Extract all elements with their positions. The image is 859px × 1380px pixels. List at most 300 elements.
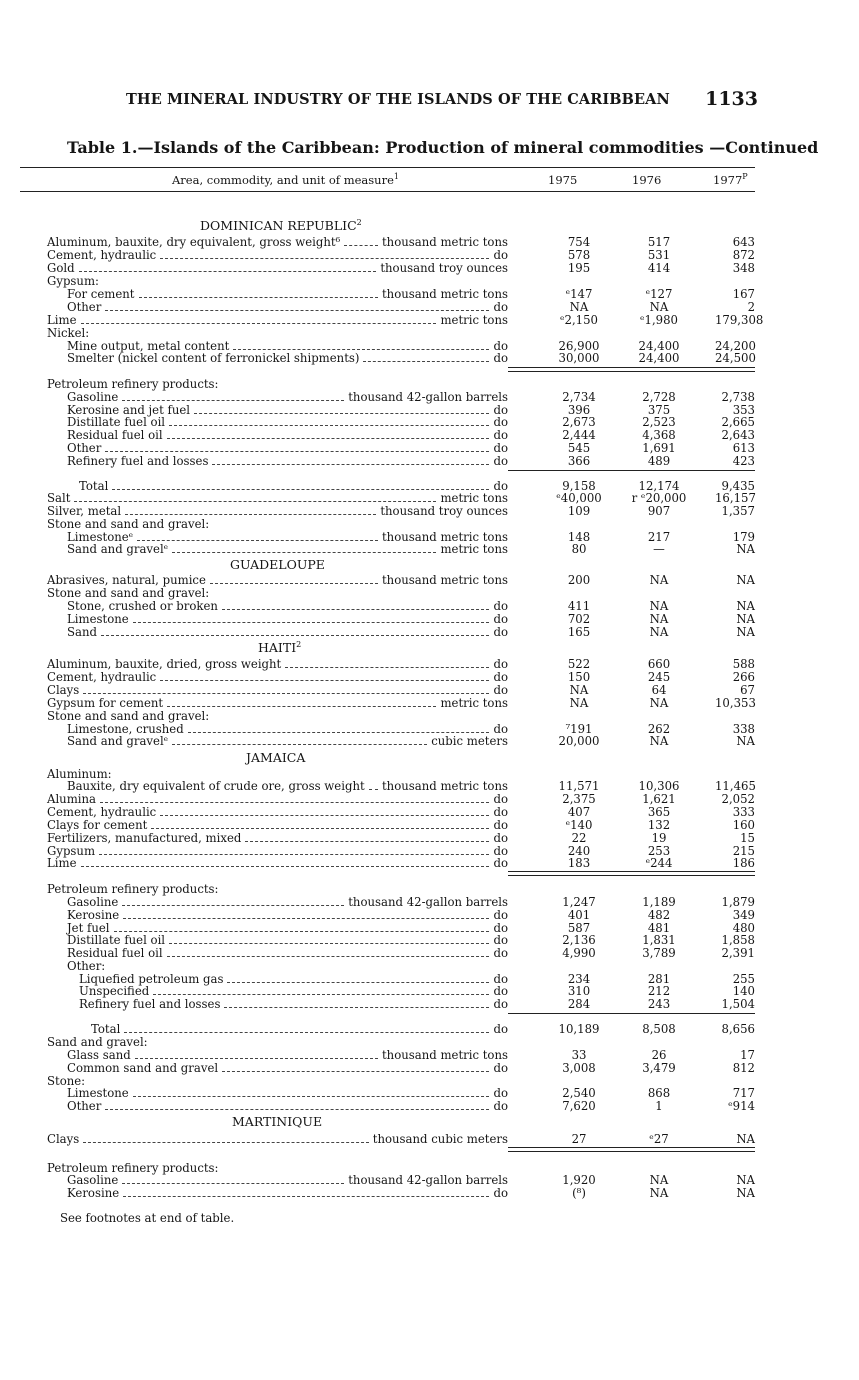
table-row	[0, 832, 859, 845]
value-1976: NA	[649, 734, 669, 748]
row-leader-dots	[74, 501, 436, 502]
row-leader-dots	[139, 297, 378, 298]
value-1975: ᵉ40,000	[556, 491, 602, 505]
row-label: Gasoline	[67, 390, 119, 404]
value-1976: 8,508	[642, 1022, 676, 1036]
row-unit: do	[493, 921, 508, 935]
value-1976: NA	[649, 599, 669, 613]
row-label: Cement, hydraulic	[47, 248, 157, 262]
value-1975: 411	[567, 599, 591, 613]
value-1977: 423	[732, 454, 755, 468]
row-label: Other:	[67, 959, 106, 973]
row-leader-dots	[112, 489, 489, 490]
value-1976: ᵉ1,980	[640, 313, 678, 327]
row-unit: metric tons	[440, 313, 508, 327]
value-1975: ᵉ2,150	[560, 313, 598, 327]
row-leader-dots	[167, 438, 489, 439]
column-header-commodity	[172, 173, 399, 187]
section-heading-jamaica: JAMAICA	[246, 750, 306, 765]
row-label: Stone and sand and gravel:	[47, 517, 210, 531]
value-1976: NA	[649, 300, 669, 314]
row-leader-dots	[160, 680, 489, 681]
value-1975: 183	[567, 856, 591, 870]
table-row	[0, 1062, 859, 1075]
group-double-rule	[508, 367, 755, 372]
table-row	[0, 429, 859, 442]
value-1976: NA	[649, 612, 669, 626]
row-leader-dots	[167, 956, 489, 957]
value-1975: 1,920	[562, 1173, 596, 1187]
row-leader-dots	[227, 982, 489, 983]
row-unit: thousand 42-gallon barrels	[348, 390, 508, 404]
row-label: Residual fuel oil	[67, 428, 163, 442]
value-1977: 872	[732, 248, 755, 262]
row-leader-dots	[167, 706, 436, 707]
value-1976: 64	[651, 683, 667, 697]
row-unit: thousand 42-gallon barrels	[348, 1173, 508, 1187]
value-1975: 30,000	[558, 351, 600, 365]
row-label: Refinery fuel and losses	[79, 997, 221, 1011]
group-double-rule	[508, 1147, 755, 1152]
value-1976: 2,728	[642, 390, 676, 404]
value-1975: 4,990	[562, 946, 596, 960]
table-row	[0, 626, 859, 639]
row-label: Clays for cement	[47, 818, 148, 832]
row-leader-dots	[100, 802, 489, 803]
row-label: Fertilizers, manufactured, mixed	[47, 831, 242, 845]
row-label: Aluminum, bauxite, dry equivalent, gross weight⁶	[47, 235, 341, 249]
section-heading-text: HAITI	[258, 640, 297, 655]
row-label: Total	[79, 479, 109, 493]
value-1976: 2,523	[642, 415, 676, 429]
value-1977: NA	[736, 573, 755, 587]
row-unit: do	[493, 831, 508, 845]
value-1975: 10,189	[558, 1022, 600, 1036]
row-label: Petroleum refinery products:	[47, 882, 219, 896]
row-unit: do	[493, 908, 508, 922]
value-1977: 588	[732, 657, 755, 671]
row-leader-dots	[99, 854, 489, 855]
column-header-1977-sup: P	[742, 172, 748, 182]
table-row	[0, 735, 859, 748]
value-1976: 1,621	[642, 792, 676, 806]
row-label: Other	[67, 300, 102, 314]
row-leader-dots	[169, 425, 489, 426]
table-row	[0, 1100, 859, 1113]
value-1977: NA	[736, 1132, 755, 1146]
row-leader-dots	[212, 464, 489, 465]
row-label: Gypsum	[47, 844, 96, 858]
value-1975: 587	[567, 921, 591, 935]
row-label: Stone and sand and gravel:	[47, 586, 210, 600]
value-1976: 1,189	[642, 895, 676, 909]
value-1976: ᵉ244	[645, 856, 673, 870]
value-1977: 338	[732, 722, 755, 736]
value-1977: 2,738	[721, 390, 755, 404]
value-1977: 717	[732, 1086, 755, 1100]
row-label: Residual fuel oil	[67, 946, 163, 960]
value-1976: NA	[649, 1186, 669, 1200]
section-heading-haiti	[258, 640, 301, 655]
row-unit: metric tons	[440, 696, 508, 710]
value-1977: 24,500	[715, 351, 756, 365]
value-1976: 1,831	[642, 933, 676, 947]
section-heading-dominican-republic	[200, 218, 362, 233]
value-1976: 481	[647, 921, 671, 935]
value-1975: NA	[569, 300, 589, 314]
value-1977: 67	[740, 683, 755, 697]
footnote: See footnotes at end of table.	[60, 1211, 235, 1225]
total-rule	[508, 1013, 755, 1014]
value-1976: 281	[647, 972, 671, 986]
row-leader-dots	[224, 1007, 489, 1008]
row-label: Jet fuel	[67, 921, 110, 935]
column-header-1976: 1976	[632, 173, 662, 187]
row-label: Common sand and gravel	[67, 1061, 219, 1075]
row-unit: do	[493, 625, 508, 639]
row-unit: do	[493, 683, 508, 697]
value-1977: 2,665	[721, 415, 755, 429]
row-label: Distillate fuel oil	[67, 933, 166, 947]
row-label: For cement	[67, 287, 135, 301]
value-1975: 150	[567, 670, 591, 684]
row-leader-dots	[124, 1032, 489, 1033]
row-leader-dots	[83, 693, 489, 694]
value-1977: 167	[732, 287, 755, 301]
row-leader-dots	[245, 841, 489, 842]
value-1975: 366	[567, 454, 591, 468]
row-leader-dots	[172, 744, 427, 745]
row-unit: do	[493, 818, 508, 832]
value-1976: 3,789	[642, 946, 676, 960]
row-label: Sand and gravelᵉ	[67, 542, 169, 556]
row-label: Distillate fuel oil	[67, 415, 166, 429]
value-1977: 643	[732, 235, 755, 249]
row-unit: do	[493, 972, 508, 986]
row-leader-dots	[81, 866, 489, 867]
value-1977: 24,200	[715, 339, 756, 353]
row-leader-dots	[133, 1096, 489, 1097]
row-unit: do	[493, 670, 508, 684]
value-1976: 24,400	[638, 339, 680, 353]
total-rule	[508, 470, 755, 471]
row-unit: do	[493, 1099, 508, 1113]
row-unit: do	[493, 1061, 508, 1075]
table-row	[0, 1174, 859, 1187]
value-1976: NA	[649, 573, 669, 587]
table-row	[0, 288, 859, 301]
value-1977: 613	[732, 441, 755, 455]
value-1975: 545	[567, 441, 591, 455]
row-unit: do	[493, 441, 508, 455]
row-unit: thousand troy ounces	[380, 261, 508, 275]
row-unit: do	[493, 479, 508, 493]
row-label: Total	[91, 1022, 121, 1036]
value-1977: 1,357	[721, 504, 755, 518]
value-1976: ᵉ27	[649, 1132, 669, 1146]
value-1975: ⁷191	[565, 722, 593, 736]
row-leader-dots	[160, 815, 489, 816]
row-label: Stone, crushed or broken	[67, 599, 218, 613]
column-header-1975: 1975	[548, 173, 578, 187]
row-unit: metric tons	[440, 491, 508, 505]
row-leader-dots	[105, 1109, 489, 1110]
value-1976: 10,306	[638, 779, 680, 793]
row-unit: do	[493, 657, 508, 671]
value-1976: NA	[649, 696, 669, 710]
table-row	[0, 455, 859, 468]
row-leader-dots	[79, 271, 376, 272]
value-1975: ᵉ140	[565, 818, 593, 832]
row-label: Silver, metal	[47, 504, 122, 518]
row-leader-dots	[122, 400, 344, 401]
row-label: Petroleum refinery products:	[47, 1161, 219, 1175]
row-label: Clays	[47, 1132, 80, 1146]
row-unit: do	[493, 933, 508, 947]
row-label: Sand and gravel:	[47, 1035, 148, 1049]
value-1975: 165	[567, 625, 591, 639]
value-1975: 20,000	[558, 734, 600, 748]
value-1977: 179	[732, 530, 755, 544]
row-unit: thousand metric tons	[381, 779, 508, 793]
row-unit: thousand metric tons	[381, 235, 508, 249]
value-1977: 9,435	[721, 479, 755, 493]
row-unit: do	[493, 844, 508, 858]
column-header-1977-text: 1977	[713, 173, 743, 187]
row-leader-dots	[122, 1183, 344, 1184]
row-unit: do	[493, 300, 508, 314]
value-1976: 26	[651, 1048, 667, 1062]
header-bottom-rule	[20, 191, 755, 192]
table-row	[0, 896, 859, 909]
value-1977: NA	[736, 1173, 755, 1187]
value-1977: NA	[736, 1186, 755, 1200]
value-1976: 3,479	[642, 1061, 676, 1075]
value-1975: 3,008	[562, 1061, 596, 1075]
value-1977: 15	[740, 831, 755, 845]
row-label: Sand	[67, 625, 97, 639]
row-unit: thousand metric tons	[381, 573, 508, 587]
row-unit: do	[493, 856, 508, 870]
value-1977: 348	[732, 261, 755, 275]
value-1975: 22	[571, 831, 587, 845]
value-1976: 482	[647, 908, 671, 922]
value-1976: 132	[647, 818, 671, 832]
row-label: Abrasives, natural, pumice	[47, 573, 206, 587]
row-label: Cement, hydraulic	[47, 670, 157, 684]
value-1977: 8,656	[721, 1022, 755, 1036]
section-heading-text: DOMINICAN REPUBLIC	[200, 218, 357, 233]
row-leader-dots	[160, 258, 489, 259]
value-1977: 1,858	[721, 933, 755, 947]
row-label: Gasoline	[67, 1173, 119, 1187]
row-leader-dots	[172, 552, 436, 553]
row-leader-dots	[194, 413, 489, 414]
row-leader-dots	[344, 245, 378, 246]
value-1977: NA	[736, 612, 755, 626]
value-1975: 702	[567, 612, 591, 626]
row-unit: thousand metric tons	[381, 1048, 508, 1062]
value-1976: 12,174	[638, 479, 680, 493]
table-row	[0, 352, 859, 365]
row-label: Limestoneᵉ	[67, 530, 134, 544]
value-1975: 401	[567, 908, 591, 922]
row-leader-dots	[135, 1058, 378, 1059]
row-label: Petroleum refinery products:	[47, 377, 219, 391]
value-1976: 4,368	[642, 428, 676, 442]
value-1975: 200	[567, 573, 591, 587]
value-1977: 1,504	[721, 997, 755, 1011]
value-1977: NA	[736, 542, 755, 556]
value-1977: 140	[732, 984, 755, 998]
value-1977: 17	[740, 1048, 755, 1062]
value-1976: —	[653, 542, 665, 556]
value-1975: 234	[567, 972, 591, 986]
value-1976: 660	[647, 657, 671, 671]
row-label: Gypsum for cement	[47, 696, 164, 710]
value-1976: 262	[647, 722, 671, 736]
value-1975: ᵉ147	[565, 287, 593, 301]
value-1976: 19	[651, 831, 667, 845]
value-1975: 2,673	[562, 415, 596, 429]
row-label: Lime	[47, 313, 77, 327]
value-1977: 1,879	[721, 895, 755, 909]
row-unit: do	[493, 805, 508, 819]
row-unit: do	[493, 1086, 508, 1100]
column-header-1977	[713, 173, 748, 187]
value-1975: 11,571	[558, 779, 600, 793]
row-leader-dots	[210, 583, 378, 584]
value-1975: 754	[567, 235, 591, 249]
row-unit: do	[493, 1186, 508, 1200]
table-row	[0, 1133, 859, 1146]
row-leader-dots	[123, 918, 489, 919]
value-1976: 253	[647, 844, 671, 858]
value-1977: 11,465	[715, 779, 756, 793]
value-1975: (⁸)	[572, 1186, 586, 1200]
row-leader-dots	[133, 622, 489, 623]
page-number: 1133	[705, 88, 758, 110]
row-leader-dots	[122, 905, 344, 906]
row-unit: cubic meters	[431, 734, 508, 748]
row-leader-dots	[105, 451, 489, 452]
row-unit: do	[493, 1022, 508, 1036]
row-leader-dots	[114, 931, 489, 932]
value-1976: 365	[647, 805, 671, 819]
row-leader-dots	[363, 361, 489, 362]
row-unit: do	[493, 984, 508, 998]
running-head	[126, 88, 758, 112]
row-label: Kerosine and jet fuel	[67, 403, 191, 417]
value-1975: 310	[567, 984, 591, 998]
row-unit: thousand troy ounces	[380, 504, 508, 518]
value-1976: 414	[647, 261, 671, 275]
row-label: Glass sand	[67, 1048, 131, 1062]
value-1975: NA	[569, 683, 589, 697]
value-1975: 80	[571, 542, 587, 556]
row-unit: do	[493, 248, 508, 262]
value-1977: NA	[736, 625, 755, 639]
row-label: Mine output, metal content	[67, 339, 230, 353]
row-label: Limestone	[67, 1086, 129, 1100]
section-heading-sup: 2	[296, 639, 302, 649]
value-1975: 2,540	[562, 1086, 596, 1100]
value-1977: 10,353	[715, 696, 756, 710]
row-label: Lime	[47, 856, 77, 870]
row-label: Other	[67, 1099, 102, 1113]
value-1977: 349	[732, 908, 755, 922]
row-leader-dots	[169, 943, 489, 944]
row-leader-dots	[101, 635, 489, 636]
value-1975: 26,900	[558, 339, 600, 353]
group-double-rule	[508, 871, 755, 876]
row-leader-dots	[123, 1196, 489, 1197]
value-1975: 396	[567, 403, 591, 417]
row-unit: thousand metric tons	[381, 287, 508, 301]
value-1975: 578	[567, 248, 591, 262]
row-label: Refinery fuel and losses	[67, 454, 209, 468]
row-leader-dots	[137, 540, 378, 541]
value-1975: 284	[567, 997, 591, 1011]
row-unit: thousand 42-gallon barrels	[348, 895, 508, 909]
table-row	[0, 857, 859, 870]
table-row	[0, 671, 859, 684]
value-1977: 266	[732, 670, 755, 684]
table-row	[0, 543, 859, 556]
value-1975: 195	[567, 261, 591, 275]
value-1977: 215	[732, 844, 755, 858]
value-1977: 2	[747, 300, 755, 314]
row-leader-dots	[125, 514, 376, 515]
row-leader-dots	[83, 1142, 369, 1143]
value-1977: 2,052	[721, 792, 755, 806]
value-1976: 489	[647, 454, 671, 468]
value-1975: 240	[567, 844, 591, 858]
value-1977: 160	[732, 818, 755, 832]
table-row	[0, 998, 859, 1011]
value-1976: r ᵉ20,000	[631, 491, 687, 505]
row-unit: do	[493, 792, 508, 806]
row-label: Liquefied petroleum gas	[79, 972, 224, 986]
value-1977: NA	[736, 734, 755, 748]
value-1975: 109	[567, 504, 591, 518]
section-heading-guadeloupe: GUADELOUPE	[230, 557, 325, 572]
value-1977: ᵉ914	[728, 1099, 755, 1113]
row-label: Clays	[47, 683, 80, 697]
row-label: Aluminum, bauxite, dried, gross weight	[47, 657, 282, 671]
row-label: Stone:	[47, 1074, 86, 1088]
row-unit: do	[493, 428, 508, 442]
row-label: Salt	[47, 491, 71, 505]
row-unit: do	[493, 722, 508, 736]
value-1977: 16,157	[715, 491, 756, 505]
row-label: Kerosine	[67, 908, 120, 922]
value-1975: 522	[567, 657, 591, 671]
running-title: THE MINERAL INDUSTRY OF THE ISLANDS OF THE CARIBBEAN	[126, 91, 670, 108]
table-row	[0, 613, 859, 626]
value-1975: 2,136	[562, 933, 596, 947]
row-label: Stone and sand and gravel:	[47, 709, 210, 723]
value-1975: NA	[569, 696, 589, 710]
row-label: Limestone	[67, 612, 129, 626]
value-1976: 217	[647, 530, 671, 544]
table-row	[0, 314, 859, 327]
value-1975: 2,734	[562, 390, 596, 404]
table-top-rule	[20, 167, 755, 168]
table-row	[0, 262, 859, 275]
row-leader-dots	[105, 310, 489, 311]
row-label: Aluminum:	[47, 767, 112, 781]
